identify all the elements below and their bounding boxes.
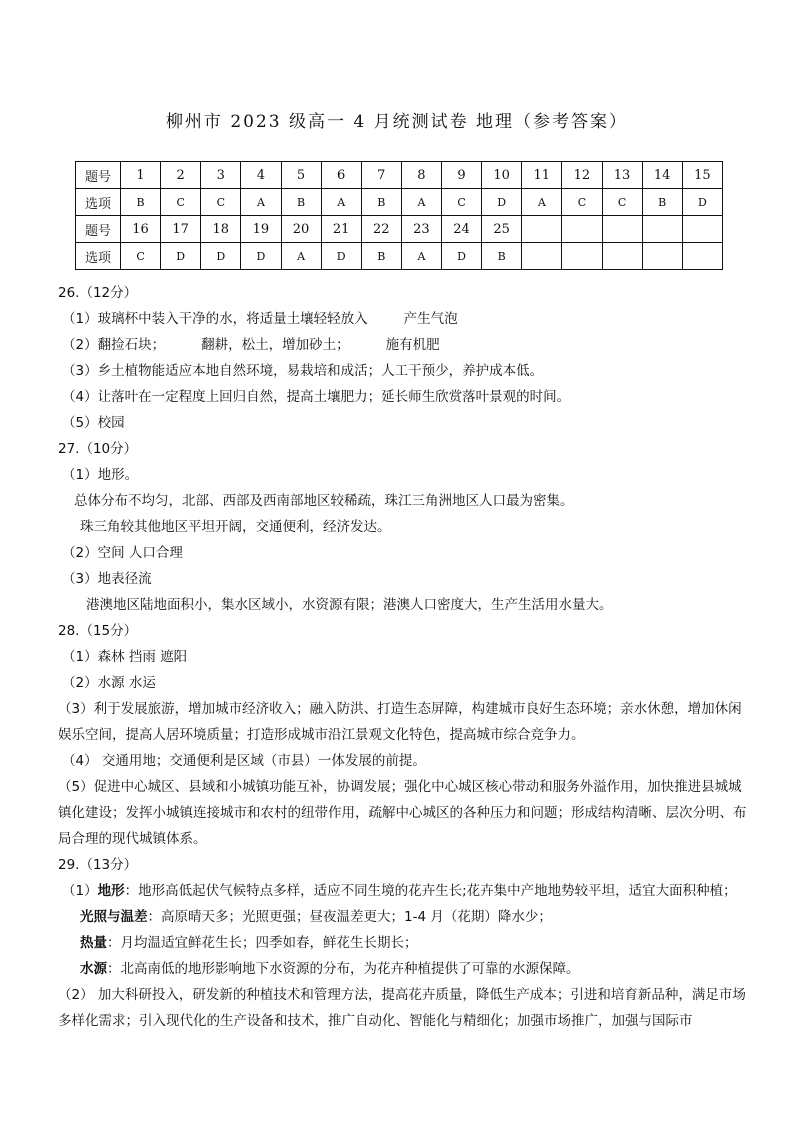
table-cell: A [281, 243, 321, 270]
table-cell: 14 [642, 162, 682, 189]
table-cell [682, 243, 722, 270]
q28-answer-5: （5）促进中心城区、县域和小城镇功能互补，协调发展；强化中心城区核心带动和服务外溢作用，加快推进县城城镇化建设；发挥小城镇连接城市和农村的纽带作用，疏解中心城区的各种压力和问题；形成结构清晰、层次分明、布局合理的现代城镇体系。 [58, 779, 747, 847]
table-cell: D [482, 189, 522, 216]
table-cell: B [361, 189, 401, 216]
q26-answer-1-result: 产生气泡 [403, 311, 458, 327]
q29-water-label: 水源 [80, 961, 107, 977]
answer-table [75, 161, 723, 270]
table-cell: C [121, 243, 161, 270]
table-cell: A [241, 189, 281, 216]
table-cell: 24 [442, 216, 482, 243]
table-cell: C [442, 189, 482, 216]
q26-answer-2-text: （2）翻捡石块； [62, 337, 166, 353]
table-cell: B [482, 243, 522, 270]
table-cell: 5 [281, 162, 321, 189]
table-cell: B [281, 189, 321, 216]
q29-light-label: 光照与温差 [80, 909, 148, 925]
table-cell [642, 243, 682, 270]
q26-answer-5: （5）校园 [62, 415, 125, 431]
q29-water-text: ：北高南低的地形影响地下水资源的分布，为花卉种植提供了可靠的水源保障。 [107, 961, 580, 977]
q27-answer-1: （1）地形。 [62, 467, 139, 483]
table-cell [642, 216, 682, 243]
table-cell: A [401, 189, 441, 216]
q29-terrain-label: 地形 [97, 883, 125, 899]
row-header: 题号 [76, 162, 121, 189]
q29-heat-line [58, 930, 748, 956]
q26-answer-3: （3）乡土植物能适应本地自然环境，易栽培和成活；人工干预少，养护成本低。 [62, 363, 544, 379]
q29-heading: 29.（13分） [58, 857, 138, 873]
answer-option-row-1 [76, 189, 723, 216]
table-cell: 22 [361, 216, 401, 243]
table-cell: 13 [602, 162, 642, 189]
table-cell: 12 [562, 162, 602, 189]
table-cell: B [121, 189, 161, 216]
table-cell: 10 [482, 162, 522, 189]
table-cell: B [361, 243, 401, 270]
table-cell: D [682, 189, 722, 216]
q26-answer-2-text-b: 翻耕，松土，增加砂土； [201, 337, 350, 353]
row-header: 题号 [76, 216, 121, 243]
q29-answer-2: （2） 加大科研投入，研发新的种植技术和管理方法，提高花卉质量，降低生产成本；引进和培育新品种，满足市场多样化需求；引入现代化的生产设备和技术，推广自动化、智能化与精细化；加强市场推广，加强与国际市 [58, 987, 746, 1029]
table-cell: C [201, 189, 241, 216]
table-cell: C [161, 189, 201, 216]
q26-answer-2-text-c: 施有机肥 [385, 337, 440, 353]
table-cell [522, 243, 562, 270]
table-cell: D [201, 243, 241, 270]
table-cell: A [401, 243, 441, 270]
q29-light-line [58, 904, 748, 930]
table-cell: 4 [241, 162, 281, 189]
table-cell: 18 [201, 216, 241, 243]
q28-answer-3: （3）利于发展旅游，增加城市经济收入；融入防洪、打造生态屏障，构建城市良好生态环境；亲水休憩，增加休闲娱乐空间，提高人居环境质量；打造形成城市沿江景观文化特色，提高城市综合竞争力。 [58, 701, 742, 743]
q27-answer-3: （3）地表径流 [62, 571, 152, 587]
q26-answer-1 [58, 306, 748, 332]
table-cell: 20 [281, 216, 321, 243]
q26-answer-4: （4）让落叶在一定程度上回归自然，提高土壤肥力；延长师生欣赏落叶景观的时间。 [62, 389, 571, 405]
table-cell: A [321, 189, 361, 216]
q29-heat-text: ：月均温适宜鲜花生长；四季如春，鲜花生长期长； [107, 935, 418, 951]
table-cell: 19 [241, 216, 281, 243]
table-cell: C [602, 189, 642, 216]
q29-heat-label: 热量 [80, 935, 107, 951]
table-cell: 6 [321, 162, 361, 189]
table-cell: C [562, 189, 602, 216]
table-cell [602, 243, 642, 270]
table-cell: 23 [401, 216, 441, 243]
table-cell: 16 [121, 216, 161, 243]
q28-answer-2: （2）水源 水运 [62, 675, 156, 691]
q27-answer-3-detail: 港澳地区陆地面积小，集水区域小，水资源有限；港澳人口密度大，生产生活用水量大。 [86, 597, 613, 613]
q27-heading: 27.（10分） [58, 441, 138, 457]
q29-water-line [58, 956, 748, 982]
table-cell: 8 [401, 162, 441, 189]
q29-answer-1-prefix: （1） [62, 883, 98, 899]
q29-answer-1 [58, 878, 748, 904]
table-cell: 15 [682, 162, 722, 189]
q27-answer-1-detail-a: 总体分布不均匀，北部、西部及西南部地区较稀疏，珠江三角洲地区人口最为密集。 [74, 493, 574, 509]
q29-terrain-text: ：地形高低起伏气候特点多样，适应不同生境的花卉生长;花卉集中产地地势较平坦，适宜大面积种植； [124, 883, 737, 899]
table-cell: D [321, 243, 361, 270]
q29-light-text: ：高原晴天多；光照更强；昼夜温差更大；1-4 月（花期）降水少； [147, 909, 552, 925]
question-number-row-1 [76, 162, 723, 189]
table-cell: A [522, 189, 562, 216]
table-cell [522, 216, 562, 243]
table-cell: D [442, 243, 482, 270]
q27-answer-2: （2）空间 人口合理 [62, 545, 183, 561]
q28-heading: 28.（15分） [58, 623, 138, 639]
q28-answer-1: （1）森林 挡雨 遮阳 [62, 649, 188, 665]
q26-answer-1-text: （1）玻璃杯中装入干净的水，将适量土壤轻轻放入 [62, 311, 368, 327]
table-cell [602, 216, 642, 243]
table-cell: 21 [321, 216, 361, 243]
table-cell: D [241, 243, 281, 270]
table-cell: D [161, 243, 201, 270]
table-cell: B [642, 189, 682, 216]
question-number-row-2 [76, 216, 723, 243]
page-title: 柳州市 2023 级高一 4 月统测试卷 地理（参考答案） [165, 112, 629, 132]
q26-heading: 26.（12分） [58, 285, 138, 301]
q28-answer-4: （4） 交通用地；交通便利是区域（市县）一体发展的前提。 [62, 753, 426, 769]
table-cell [562, 243, 602, 270]
table-cell [562, 216, 602, 243]
table-cell: 7 [361, 162, 401, 189]
table-cell [682, 216, 722, 243]
answer-option-row-2 [76, 243, 723, 270]
row-header: 选项 [76, 243, 121, 270]
table-cell: 1 [121, 162, 161, 189]
table-cell: 11 [522, 162, 562, 189]
row-header: 选项 [76, 189, 121, 216]
table-cell: 3 [201, 162, 241, 189]
answer-content [58, 280, 748, 1034]
table-cell: 17 [161, 216, 201, 243]
table-cell: 9 [442, 162, 482, 189]
table-cell: 25 [482, 216, 522, 243]
table-cell: 2 [161, 162, 201, 189]
q26-answer-2 [58, 332, 748, 358]
q27-answer-1-detail-b: 珠三角较其他地区平坦开阔，交通便利，经济发达。 [80, 519, 391, 535]
